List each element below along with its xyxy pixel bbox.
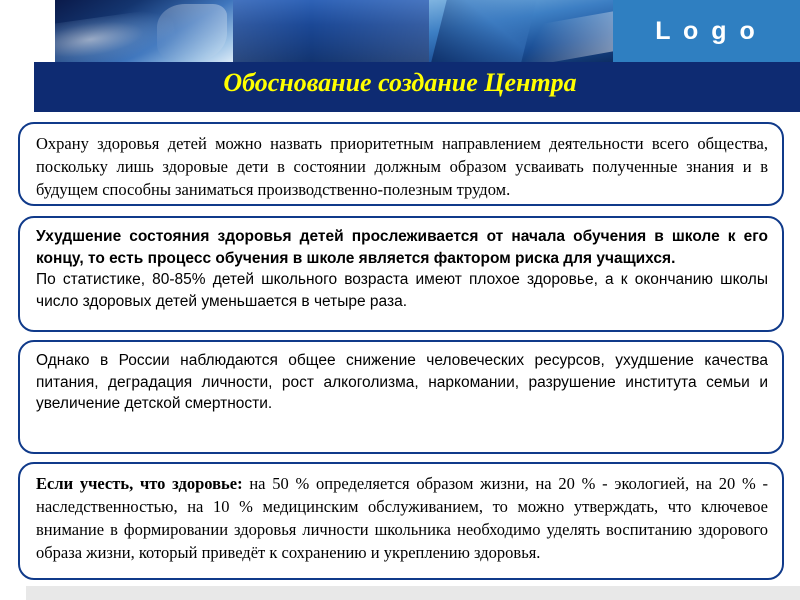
banner-left-margin [0, 0, 55, 62]
box-russia-trends-text: Однако в России наблюдаются общее снижение человеческих ресурсов, ухудшение качества питания, деградация личности, рост алкоголизма, наркомании, разрушение института семьи и увеличение детской смертности. [36, 352, 768, 413]
logo-text: L o g o [655, 16, 758, 45]
box-russia-trends [18, 340, 784, 454]
hands-keyboard-photo [55, 0, 233, 62]
box-health-factors-text: на 50 % определяется образом жизни, на 20 % - экологией, на 20 % - наследственностью, на 10 % медицинским обслуживанием, то можно утверждать, что ключевое внимание в формировании здоровья личности школьника необходимо уделять воспитанию здорового образа жизни, который приведёт к сохранению и укреплению здоровья. [36, 474, 768, 563]
box-health-priority-text: Охрану здоровья детей можно назвать приоритетным направлением деятельности всего общества, поскольку лишь здоровые дети в состоянии должным образом усваивать полученные знания и в будущем способны заниматься производственно-полезным трудом. [36, 134, 768, 200]
box-health-factors-paragraph [36, 472, 768, 564]
box-health-decline [18, 216, 784, 332]
box-health-decline-bold-text: Ухудшение состояния здоровья детей прослеживается от начала обучения в школе к его концу, то есть процесс обучения в школе является фактором риска для учащихся. [36, 228, 768, 267]
top-banner [0, 0, 800, 62]
box-health-decline-text: По статистике, 80-85% детей школьного возраста имеют плохое здоровье, а к окончанию школы число здоровых детей уменьшается в четыре раза. [36, 271, 768, 311]
glass-building-photo [429, 0, 613, 62]
blue-gradient-photo [233, 0, 429, 62]
box-health-factors [18, 462, 784, 580]
box-health-priority [18, 122, 784, 206]
bottom-strip [0, 586, 800, 600]
bottom-strip-left-margin [0, 586, 26, 600]
logo-block [613, 0, 800, 62]
box-health-factors-bold-text: Если учесть, что здоровье: [36, 474, 243, 493]
page-title: Обоснование создание Центра [223, 68, 577, 97]
